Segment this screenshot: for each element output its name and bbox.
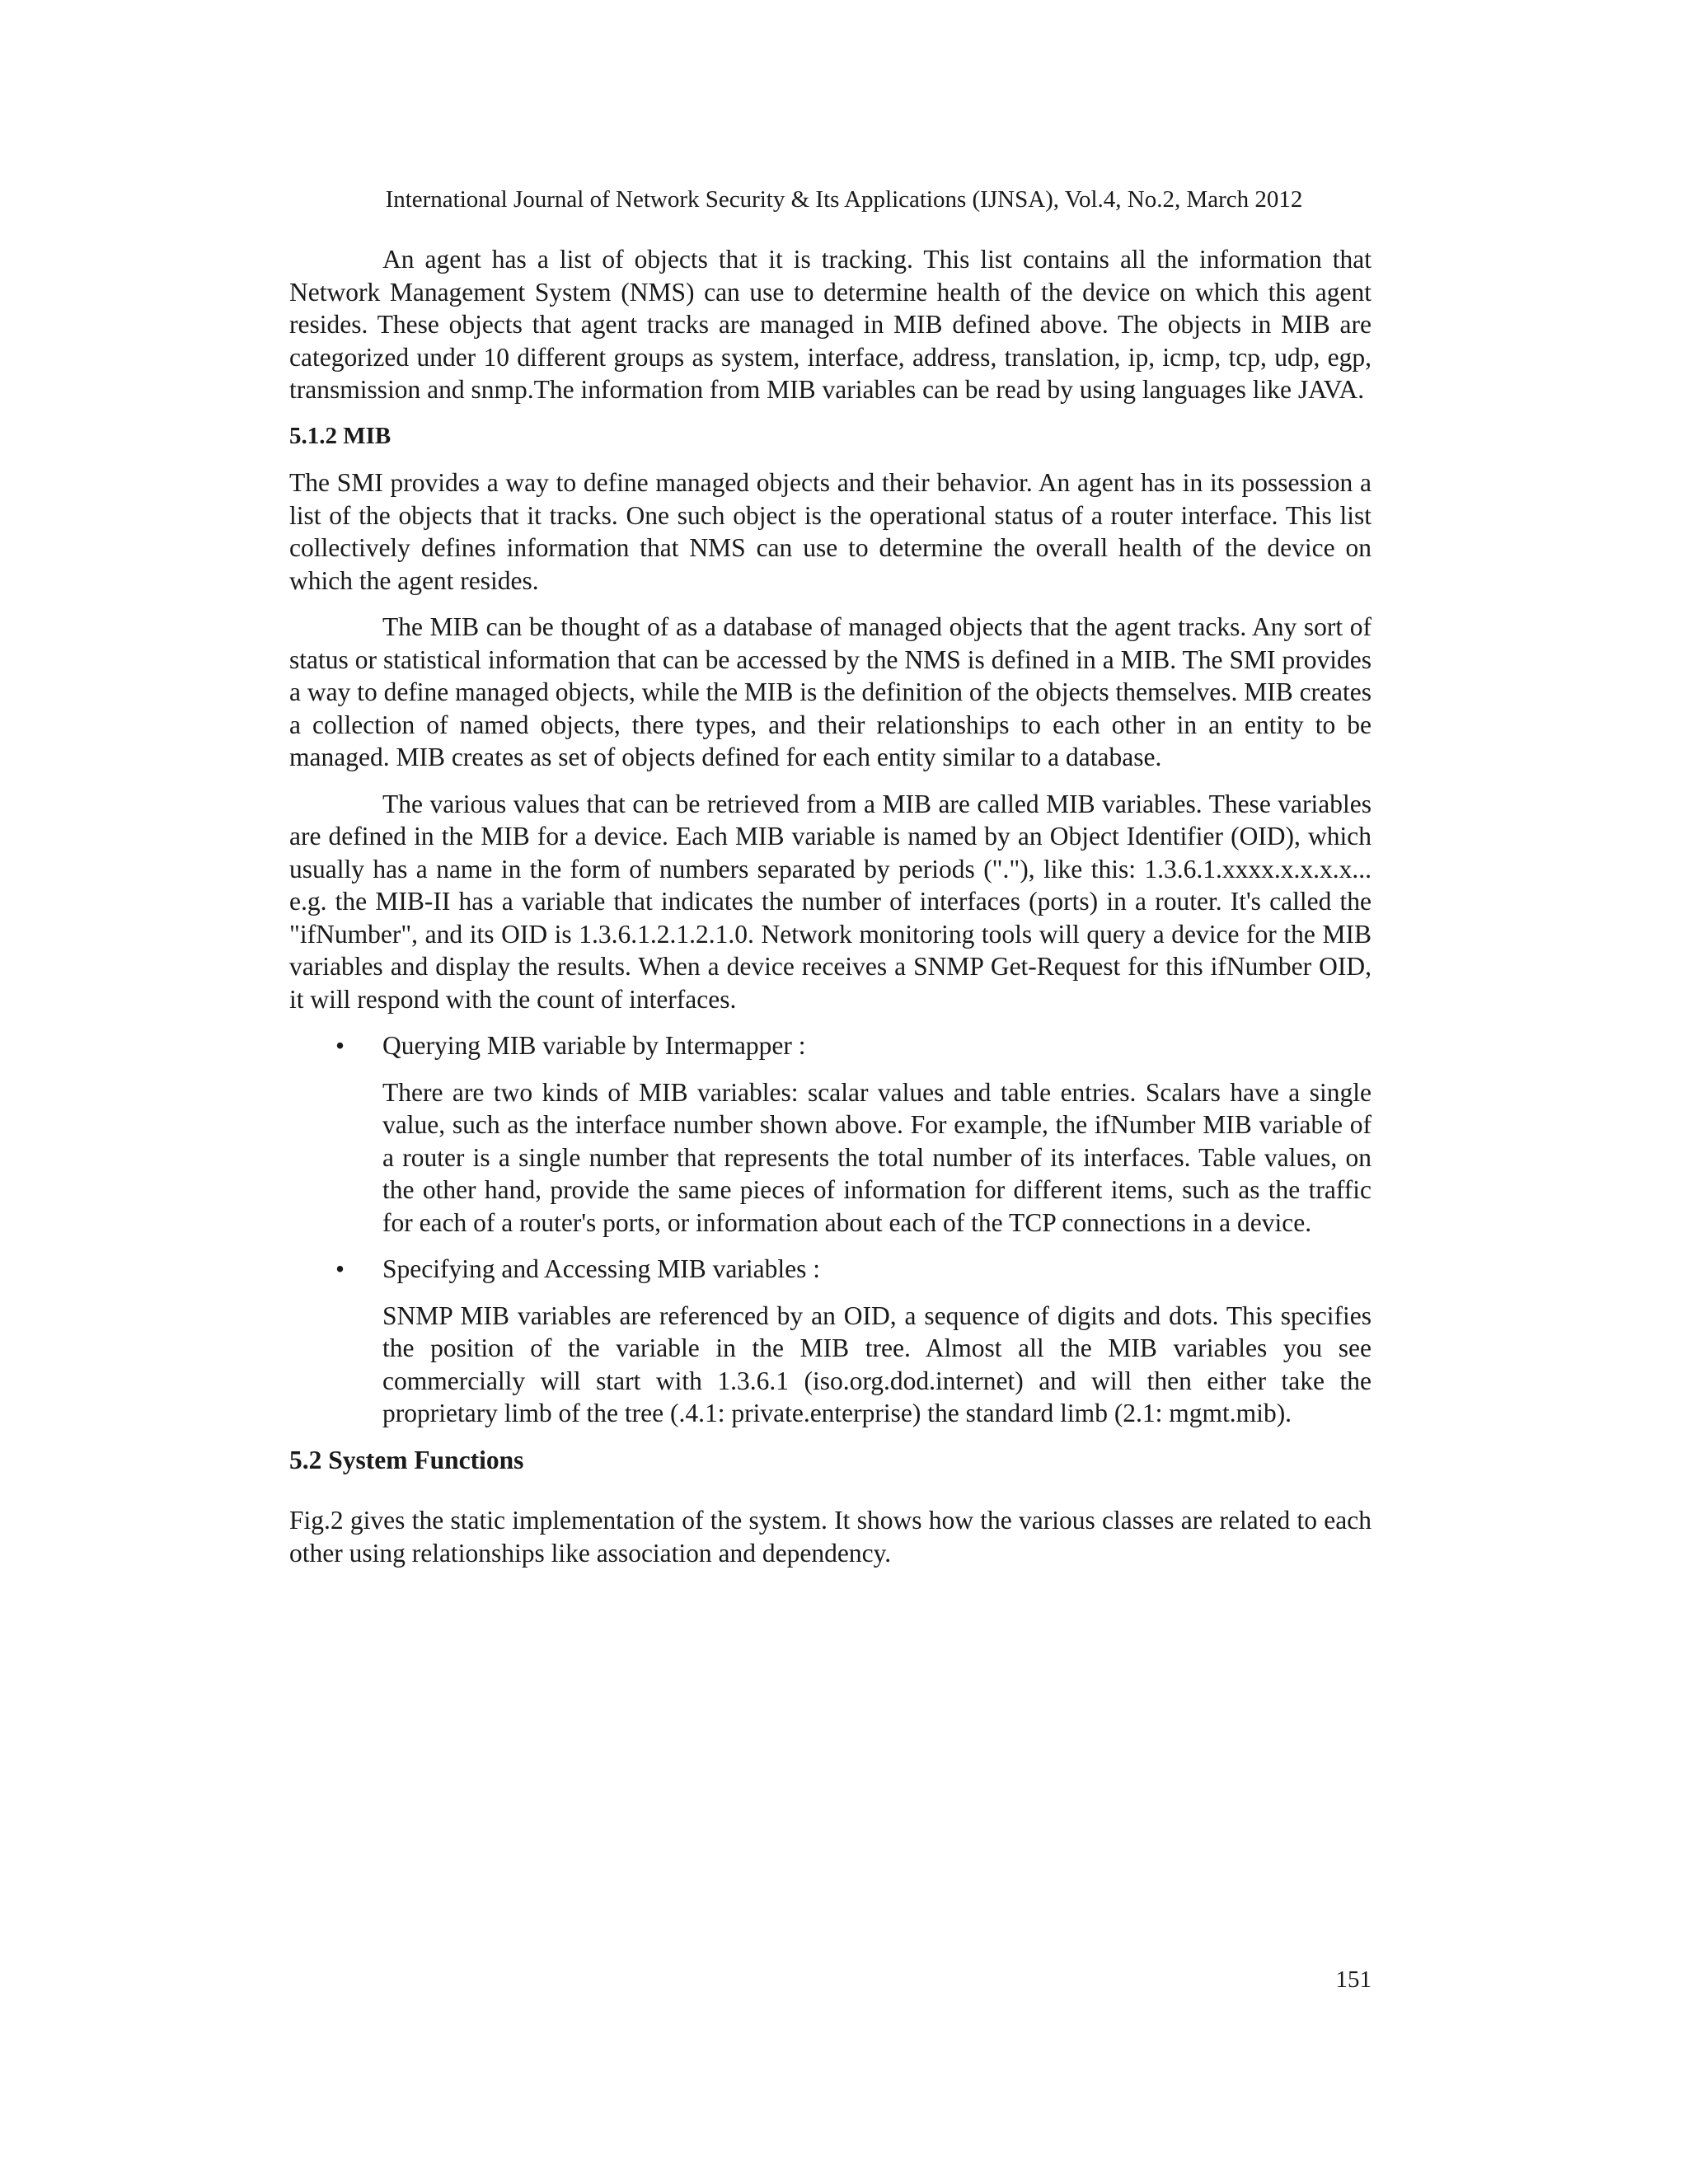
bullet-body-specifying: SNMP MIB variables are referenced by an OID, a sequence of digits and dots. This specifies the position of the variable in the MIB tree. Almost all the MIB variables you see commercially will start with 1.3.6.1 (iso.org.dod.internet) and will then either take the proprietary limb of the tree (.4.1: private.enterprise) the standard limb (2.1: mgmt.mib). xyxy=(382,1301,1372,1427)
paragraph-mib-database: The MIB can be thought of as a database of managed objects that the agent tracks. Any sort of status or statistical information that can be accessed by the NMS is defined in a MIB. The SMI provides a way to define managed objects, while the MIB is the definition of the objects themselves. MIB creates a collection of named objects, there types, and their relationships to each other in an entity to be managed. MIB creates as set of objects defined for each entity similar to a database. xyxy=(289,612,1372,771)
page-content xyxy=(289,243,1372,1583)
paragraph-mib-variables: The various values that can be retrieved from a MIB are called MIB variables. These variables are defined in the MIB for a device. Each MIB variable is named by an Object Identifier (OID), which usually has a name in the form of numbers separated by periods ("."), like this: 1.3.6.1.xxxx.x.x.x.x... e.g. the MIB-II has a variable that indicates the number of interfaces (ports) in a router. It's called the "ifNumber", and its OID is 1.3.6.1.2.1.2.1.0. Network monitoring tools will query a device for the MIB variables and display the results. When a device receives a SNMP Get-Request for this ifNumber OID, it will respond with the count of interfaces. xyxy=(289,789,1372,1014)
bullet-item-querying xyxy=(289,1029,1372,1062)
paragraph-smi: The SMI provides a way to define managed objects and their behavior. An agent has in its possession a list of the objects that it tracks. One such object is the operational status of a router interface. This list collectively defines information that NMS can use to determine the overall health of the device on which the agent resides. xyxy=(289,468,1372,595)
section-heading-mib: 5.1.2 MIB xyxy=(289,422,392,449)
bullet-marker: • xyxy=(335,1254,345,1283)
bullet-marker: • xyxy=(335,1031,345,1060)
paragraph-fig2: Fig.2 gives the static implementation of the system. It shows how the various classes are related to each other using relationships like association and dependency. xyxy=(289,1506,1372,1568)
bullet-body-querying: There are two kinds of MIB variables: scalar values and table entries. Scalars have a single value, such as the interface number shown above. For example, the ifNumber MIB variable of a router is a single number that represents the total number of its interfaces. Table values, on the other hand, provide the same pieces of information for different items, such as the traffic for each of a router's ports, or information about each of the TCP connections in a device. xyxy=(382,1077,1372,1237)
running-header: International Journal of Network Security & Its Applications (IJNSA), Vol.4, No.2, March 2012 xyxy=(385,186,1303,213)
paragraph-agent-objects: An agent has a list of objects that it is tracking. This list contains all the information that Network Management System (NMS) can use to determine health of the device on which this agent resides. These objects that agent tracks are managed in MIB defined above. The objects in MIB are categorized under 10 different groups as system, interface, address, translation, ip, icmp, tcp, udp, egp, transmission and snmp.The information from MIB variables can be read by using languages like JAVA. xyxy=(289,245,1372,404)
bullet-label-querying: Querying MIB variable by Intermapper : xyxy=(382,1031,806,1060)
section-heading-system-functions: 5.2 System Functions xyxy=(289,1445,524,1474)
bullet-item-specifying xyxy=(289,1253,1372,1286)
bullet-label-specifying: Specifying and Accessing MIB variables : xyxy=(382,1254,821,1283)
page-number: 151 xyxy=(1335,1966,1372,1993)
